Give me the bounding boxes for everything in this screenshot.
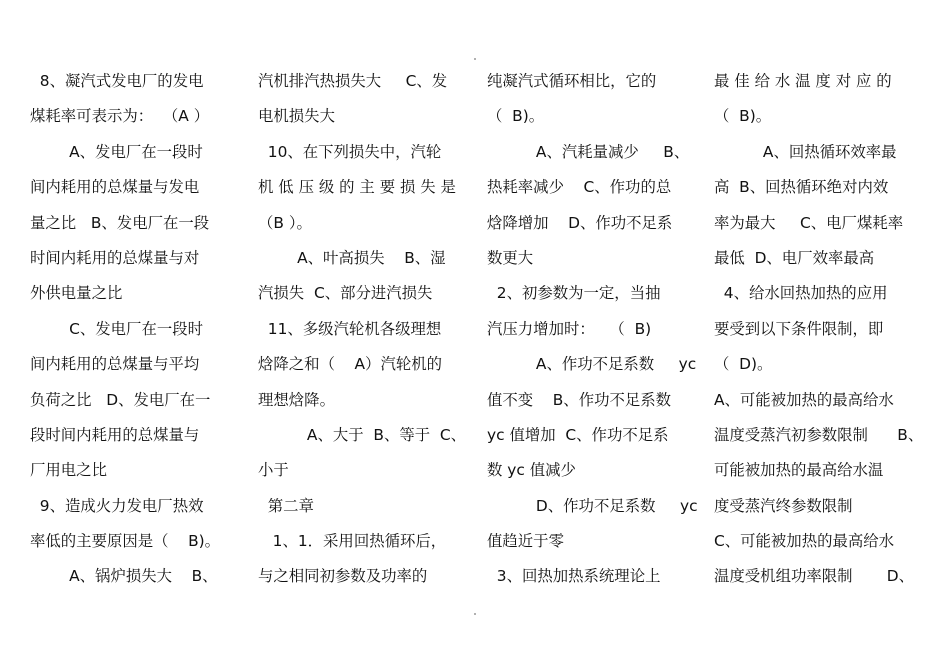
text-line: （B ）。 — [258, 213, 312, 232]
text-line: 温度受机组功率限制 D、 — [714, 567, 915, 586]
text-line: 温度受蒸汽初参数限制 B、 — [714, 425, 924, 444]
text-line: 最 佳 给 水 温 度 对 应 的 — [714, 72, 892, 90]
text-line: D、作功不足系数 yc — [487, 496, 698, 515]
text-line: 焓降增加 D、作功不足系 — [487, 213, 673, 232]
text-line: 值趋近于零 — [487, 532, 564, 551]
text-line: 8、凝汽式发电厂的发电 — [30, 72, 204, 90]
text-line: 煤耗率可表示为： （A ） — [30, 107, 210, 126]
page-dot-top — [474, 58, 476, 60]
chapter-heading: 第二章 — [258, 496, 314, 515]
text-line: 间内耗用的总煤量与平均 — [30, 355, 200, 374]
text-line: 量之比 B、发电厂在一段 — [30, 213, 210, 232]
text-line: 汽损失 C、部分进汽损失 — [258, 284, 433, 303]
text-line: （ B)。 — [487, 107, 545, 126]
text-line: 汽压力增加时： （ B) — [487, 319, 652, 338]
text-line: 小于 — [258, 461, 289, 480]
text-line: 外供电量之比 — [30, 284, 123, 303]
text-column-3 — [487, 64, 698, 595]
text-line: 纯凝汽式循环相比，它的 — [487, 72, 657, 90]
text-line: 可能被加热的最高给水温 — [714, 461, 884, 480]
text-line: A、作功不足系数 yc — [487, 355, 697, 374]
text-line: A、叶高损失 B、湿 — [258, 248, 446, 267]
text-column-2 — [258, 64, 467, 595]
text-line: 9、造成火力发电厂热效 — [30, 496, 204, 515]
text-line: 负荷之比 D、发电厂在一 — [30, 390, 211, 409]
text-line: 汽机排汽热损失大 C、发 — [258, 72, 448, 90]
text-line: （ B)。 — [714, 107, 772, 126]
text-line: 率低的主要原因是（ B)。 — [30, 532, 221, 551]
text-line: 11、多级汽轮机各级理想 — [258, 319, 442, 338]
text-line: 焓降之和（ A）汽轮机的 — [258, 355, 443, 374]
text-line: C、可能被加热的最高给水 — [714, 532, 895, 551]
text-line: （ D)。 — [714, 355, 773, 374]
text-line: A、发电厂在一段时 — [30, 142, 203, 161]
text-line: 2、初参数为一定，当抽 — [487, 284, 661, 303]
text-line: 段时间内耗用的总煤量与 — [30, 425, 200, 444]
text-line: 最低 D、电厂效率最高 — [714, 248, 875, 267]
text-line: A、汽耗量减少 B、 — [487, 142, 690, 161]
text-line: 热耗率减少 C、作功的总 — [487, 178, 672, 197]
text-line: 要受到以下条件限制，即 — [714, 319, 884, 338]
text-line: A、回热循环效率最 — [714, 142, 897, 161]
text-column-1 — [30, 64, 236, 595]
text-line: 机 低 压 级 的 主 要 损 失 是 — [258, 178, 456, 197]
text-line: yc 值增加 C、作功不足系 — [487, 425, 669, 444]
text-line: 值不变 B、作功不足系数 — [487, 390, 672, 409]
text-line: 1、1．采用回热循环后， — [258, 532, 447, 551]
text-line: A、大于 B、等于 C、 — [258, 425, 467, 444]
text-line: A、锅炉损失大 B、 — [30, 567, 218, 586]
text-line: 电机损失大 — [258, 107, 335, 126]
text-line: 数更大 — [487, 248, 534, 267]
text-line: 4、给水回热加热的应用 — [714, 284, 888, 303]
text-column-4 — [714, 64, 924, 595]
text-line: C、发电厂在一段时 — [30, 319, 204, 338]
text-line: 时间内耗用的总煤量与对 — [30, 248, 200, 267]
text-line: 10、在下列损失中，汽轮 — [258, 142, 442, 161]
page-dot-bottom — [474, 613, 476, 615]
text-line: 率为最大 C、电厂煤耗率 — [714, 213, 904, 232]
text-line: 度受蒸汽终参数限制 — [714, 496, 853, 515]
text-line: 理想焓降。 — [258, 390, 335, 409]
text-line: 高 B、回热循环绝对内效 — [714, 178, 889, 197]
text-line: 数 yc 值减少 — [487, 461, 576, 480]
text-line: 厂用电之比 — [30, 461, 107, 480]
text-line: A、可能被加热的最高给水 — [714, 390, 894, 409]
text-line: 3、回热加热系统理论上 — [487, 567, 661, 586]
text-line: 间内耗用的总煤量与发电 — [30, 178, 200, 197]
text-line: 与之相同初参数及功率的 — [258, 567, 428, 586]
